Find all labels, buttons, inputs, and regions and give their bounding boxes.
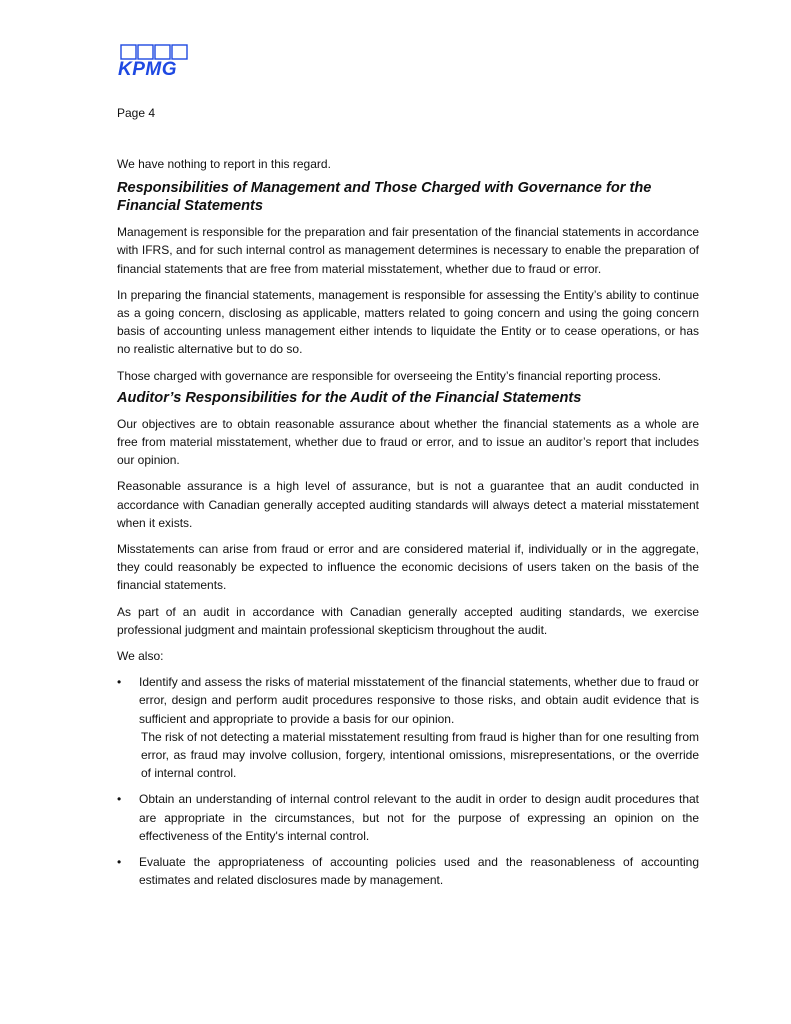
paragraph: Management is responsible for the preparation and fair presentation of the financial statements in accordance with IFRS, and for such internal control as management determines is necessary to enable the preparation of financial statements that are free from material misstatement, whether due to fraud or error. [117, 225, 699, 276]
kpmg-logo [117, 44, 189, 78]
section-heading-auditor: Auditor’s Responsibilities for the Audit of the Financial Statements [117, 389, 582, 406]
paragraph: Our objectives are to obtain reasonable assurance about whether the financial statements as a whole are free from material misstatement, whether due to fraud or error, and to issue an auditor’s report that includes our opinion. [117, 416, 699, 468]
report-body [117, 155, 699, 898]
paragraph: As part of an audit in accordance with Canadian generally accepted auditing standards, we exercise professional judgment and maintain professional skepticism throughout the audit. [117, 604, 699, 637]
paragraph: Reasonable assurance is a high level of assurance, but is not a guarantee that an audit conducted in accordance with Canadian generally accepted auditing standards will always detect a material misstatement when it exists. [117, 479, 699, 530]
list-item [117, 853, 699, 889]
list-item-text: Evaluate the appropriateness of accounting policies used and the reasonableness of accounting estimates and related disclosures made by management. [139, 855, 699, 888]
list-item-text: Obtain an understanding of internal control relevant to the audit in order to design audit procedures that are appropriate in the circumstances, but not for the purpose of expressing an opinion on the effectiveness of the Entity's internal control. [139, 792, 699, 843]
kpmg-logo-text: KPMG [118, 59, 177, 78]
page-number: Page 4 [117, 106, 156, 120]
paragraph: Misstatements can arise from fraud or error and are considered material if, individually or in the aggregate, they could reasonably be expected to influence the economic decisions of users taken on the basis of the financial statements. [117, 542, 699, 593]
bullet-marker: • [117, 855, 122, 870]
section-heading-management: Responsibilities of Management and Those Charged with Governance for the Financial Statements [117, 180, 652, 215]
bullet-marker: • [117, 792, 122, 807]
list-item-text: Identify and assess the risks of material misstatement of the financial statements, whether due to fraud or error, design and perform audit procedures responsive to those risks, and obtain audit evidence that is sufficient and appropriate to provide a basis for our opinion. [139, 675, 699, 726]
intro-paragraph: We have nothing to report in this regard. [117, 157, 331, 171]
paragraph: We also: [117, 649, 164, 664]
procedures-list [117, 673, 699, 889]
bullet-marker: • [117, 675, 122, 690]
list-item [117, 790, 699, 845]
paragraph: In preparing the financial statements, management is responsible for assessing the Entity’s ability to continue as a going concern, disclosing as applicable, matters related to going concern and using the going concern basis of accounting unless management either intends to liquidate the Entity or to cease operations, or has no realistic alternative but to do so. [117, 287, 699, 357]
list-item-subtext: The risk of not detecting a material misstatement resulting from fraud is higher than for one resulting from error, as fraud may involve collusion, forgery, intentional omissions, misrepresentations, or the override of internal control. [141, 729, 699, 781]
paragraph: Those charged with governance are responsible for overseeing the Entity’s financial reporting process. [117, 368, 662, 383]
list-item [117, 673, 699, 782]
kpmg-logo-mark [117, 44, 189, 78]
